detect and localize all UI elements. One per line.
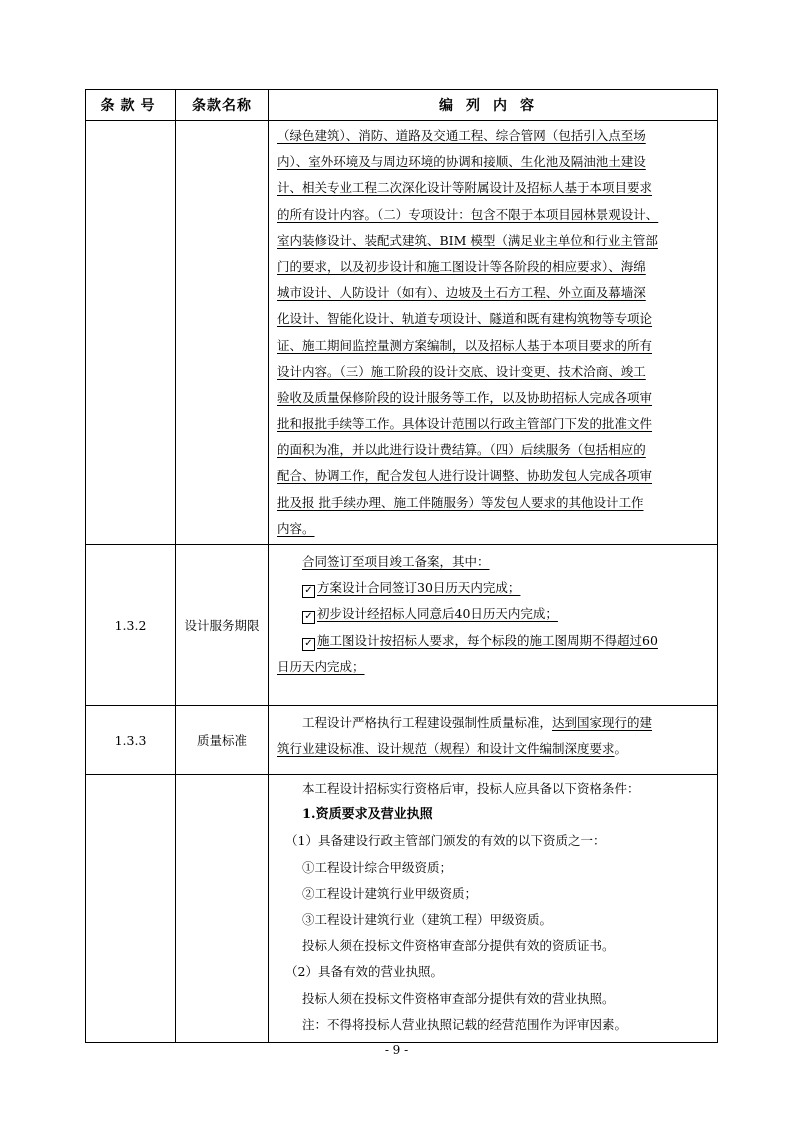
content-line: 室内装修设计、装配式建筑、BIM 模型（满足业主单位和行业主管部 xyxy=(277,232,658,248)
content-line: 化设计、智能化设计、轨道专项设计、隧道和既有建构筑物等专项论 xyxy=(277,311,653,327)
clause-table xyxy=(85,89,718,1043)
checklist-item: ✓ 初步设计经招标人同意后40日历天内完成； xyxy=(277,601,710,627)
checked-box-icon: ✓ xyxy=(302,638,315,651)
table-header-row xyxy=(86,90,718,121)
content-line: 设计内容。（三）施工阶段的设计交底、设计变更、技术洽商、竣工 xyxy=(277,363,646,379)
clause-content-cell xyxy=(269,775,718,1043)
content-line: 本工程设计招标实行资格后审，投标人应具备以下资格条件： xyxy=(302,781,640,796)
clause-name-cell: 质量标准 xyxy=(176,706,269,775)
header-content: 编列内容 xyxy=(269,90,718,121)
clause-number-cell: 1.3.2 xyxy=(86,545,176,706)
content-line: （2）具备有效的营业执照。 xyxy=(285,964,443,980)
clause-name-cell xyxy=(176,775,269,1043)
table-row xyxy=(86,706,718,775)
content-line: 门的要求，以及初步设计和施工图设计等各阶段的相应要求）、海绵 xyxy=(277,258,646,274)
table-row xyxy=(86,545,718,706)
content-line: 的所有设计内容。（二）专项设计：包含不限于本项目园林景观设计、 xyxy=(277,206,659,222)
content-line: ③工程设计建筑行业（建筑工程）甲级资质。 xyxy=(302,911,553,927)
content-line: 投标人须在投标文件资格审查部分提供有效的资质证书。 xyxy=(302,938,615,954)
table-row xyxy=(86,775,718,1043)
checked-box-icon: ✓ xyxy=(302,585,315,598)
content-line: 计、相关专业工程二次深化设计等附属设计及招标人基于本项目要求 xyxy=(277,180,653,196)
checklist-item: ✓ 方案设计合同签订30日历天内完成； xyxy=(277,575,710,601)
service-period-tail: 日历天内完成； xyxy=(277,658,365,674)
section-heading: 1.资质要求及营业执照 xyxy=(302,807,433,823)
content-line: ②工程设计建筑行业甲级资质； xyxy=(302,885,478,901)
content-line: ①工程设计综合甲级资质； xyxy=(302,859,453,875)
clause-number-cell: 1.3.3 xyxy=(86,706,176,775)
content-line: 内）、室外环境及与周边环境的协调和接顺、生化池及隔油池土建设 xyxy=(277,154,646,170)
content-line: 工程设计严格执行工程建设强制性质量标准，达到国家现行的建 xyxy=(302,715,653,730)
clause-number-cell xyxy=(86,775,176,1043)
table-row xyxy=(86,121,718,545)
checklist-item: ✓ 施工图设计按招标人要求，每个标段的施工图周期不得超过60 xyxy=(277,628,710,654)
header-clause-number: 条款号 xyxy=(86,90,176,121)
service-period-intro: 合同签订至项目竣工备案，其中： xyxy=(302,554,490,569)
clause-name-cell xyxy=(176,121,269,545)
content-line: 配合、协调工作，配合发包人进行设计调整、协助发包人完成各项审 xyxy=(277,468,653,484)
content-line: 筑行业建设标准、设计规范（规程）和设计文件编制深度要求。 xyxy=(277,741,628,757)
clause-content-cell xyxy=(269,121,718,545)
content-line: 城市设计、人防设计（如有）、边坡及土石方工程、外立面及幕墙深 xyxy=(277,285,646,301)
content-line: 内容。 xyxy=(277,520,315,536)
clause-content-cell xyxy=(269,545,718,706)
clause-number-cell xyxy=(86,121,176,545)
checked-box-icon: ✓ xyxy=(302,611,315,624)
content-line: 批及报 批手续办理、施工伴随服务）等发包人要求的其他设计工作 xyxy=(277,494,644,510)
content-line: 批和报批手续等工作。具体设计范围以行政主管部门下发的批准文件 xyxy=(277,416,653,432)
content-line: 的面积为准，并以此进行设计费结算。（四）后续服务（包括相应的 xyxy=(277,442,646,458)
content-line: 注：不得将投标人营业执照记载的经营范围作为评审因素。 xyxy=(302,1016,628,1032)
clause-name-cell: 设计服务期限 xyxy=(176,545,269,706)
content-line: 验收及质量保修阶段的设计服务等工作，以及协助招标人完成各项审 xyxy=(277,389,653,405)
content-line: （绿色建筑）、消防、道路及交通工程、综合管网（包括引入点至场 xyxy=(277,128,646,143)
content-line: 投标人须在投标文件资格审查部分提供有效的营业执照。 xyxy=(302,990,615,1006)
content-line: （1）具备建设行政主管部门颁发的有效的以下资质之一： xyxy=(285,833,606,849)
content-line: 证、施工期间监控量测方案编制，以及招标人基于本项目要求的所有 xyxy=(277,337,653,353)
clause-content-cell xyxy=(269,706,718,775)
header-clause-name: 条款名称 xyxy=(176,90,269,121)
page-number: - 9 - xyxy=(384,1043,409,1057)
